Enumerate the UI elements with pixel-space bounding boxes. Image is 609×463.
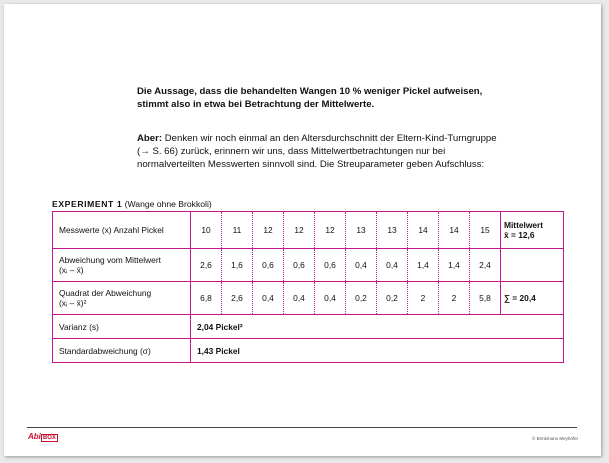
table-cell: 0,4 xyxy=(253,282,284,315)
table-cell: 1,4 xyxy=(439,249,470,282)
sum-cell: ∑ = 20,4 xyxy=(501,282,564,315)
document-page xyxy=(4,4,601,456)
variance-value: 2,04 Pickel² xyxy=(191,315,564,339)
table-cell: 1,6 xyxy=(222,249,253,282)
experiment-label: EXPERIMENT 1 xyxy=(52,199,123,209)
footer-divider xyxy=(27,427,577,428)
mean-cell xyxy=(501,212,564,249)
table-cell: 6,8 xyxy=(191,282,222,315)
table-cell: 2,6 xyxy=(222,282,253,315)
row-label xyxy=(53,249,191,282)
table-cell: 0,6 xyxy=(253,249,284,282)
experiment-subtitle: (Wange ohne Brokkoli) xyxy=(122,199,212,209)
mean-label: Mittelwert xyxy=(504,220,544,230)
table-cell: 15 xyxy=(470,212,501,249)
table-cell: 13 xyxy=(346,212,377,249)
row-label-formula: (xᵢ – x̄)² xyxy=(59,298,87,308)
explanation-lead: Aber: xyxy=(137,133,163,144)
table-cell: 5,8 xyxy=(470,282,501,315)
table-row-measurements xyxy=(53,212,564,249)
table-cell: 0,2 xyxy=(346,282,377,315)
table-cell: 0,6 xyxy=(284,249,315,282)
logo-text: Abi xyxy=(28,432,41,441)
explanation-paragraph xyxy=(137,132,497,172)
side-cell xyxy=(501,249,564,282)
table-row-variance xyxy=(53,315,564,339)
table-cell: 13 xyxy=(377,212,408,249)
logo-box: BOX xyxy=(42,435,56,441)
row-label: Messwerte (x) Anzahl Pickel xyxy=(53,212,191,249)
row-label-formula: (xᵢ – x̄) xyxy=(59,265,84,275)
table-cell: 0,4 xyxy=(346,249,377,282)
row-label-line: Abweichung vom Mittelwert xyxy=(59,255,161,265)
table-cell: 0,4 xyxy=(377,249,408,282)
table-cell: 14 xyxy=(408,212,439,249)
std-deviation-value: 1,43 Pickel xyxy=(191,339,564,363)
row-label: Standardabweichung (σ) xyxy=(53,339,191,363)
table-cell: 12 xyxy=(284,212,315,249)
table-cell: 2,6 xyxy=(191,249,222,282)
conclusion-paragraph: Die Aussage, dass die behandelten Wangen 10 % weniger Pickel aufweisen, stimmt also in etwa bei Betrachtung der Mittelwerte. xyxy=(137,86,483,111)
table-row-squared xyxy=(53,282,564,315)
table-cell: 0,2 xyxy=(377,282,408,315)
table-cell: 11 xyxy=(222,212,253,249)
table-row-std-deviation xyxy=(53,339,564,363)
abibox-logo xyxy=(28,432,58,441)
row-label: Varianz (s) xyxy=(53,315,191,339)
table-cell: 0,6 xyxy=(315,249,346,282)
explanation-text: Denken wir noch einmal an den Altersdurchschnitt der Eltern-Kind-Turngruppe (→ S. 66) zurück, erinnern wir uns, dass Mittelwertbetrachtungen nur bei normalverteilten Messwerten sinnvoll sind. Die Streuparameter geben Aufschluss: xyxy=(137,133,497,171)
table-cell: 12 xyxy=(253,212,284,249)
table-cell: 10 xyxy=(191,212,222,249)
table-cell: 1,4 xyxy=(408,249,439,282)
row-label xyxy=(53,282,191,315)
table-cell: 2 xyxy=(439,282,470,315)
mean-value: x̄ = 12,6 xyxy=(504,230,535,240)
credit-text: © Brinkmann Meyhöfer xyxy=(532,436,579,441)
row-label-line: Quadrat der Abweichung xyxy=(59,288,152,298)
table-cell: 0,4 xyxy=(315,282,346,315)
experiment-title xyxy=(52,199,212,209)
table-cell: 2 xyxy=(408,282,439,315)
table-cell: 2,4 xyxy=(470,249,501,282)
table-row-deviation xyxy=(53,249,564,282)
table-cell: 14 xyxy=(439,212,470,249)
statistics-table xyxy=(52,211,564,363)
table-cell: 12 xyxy=(315,212,346,249)
table-cell: 0,4 xyxy=(284,282,315,315)
